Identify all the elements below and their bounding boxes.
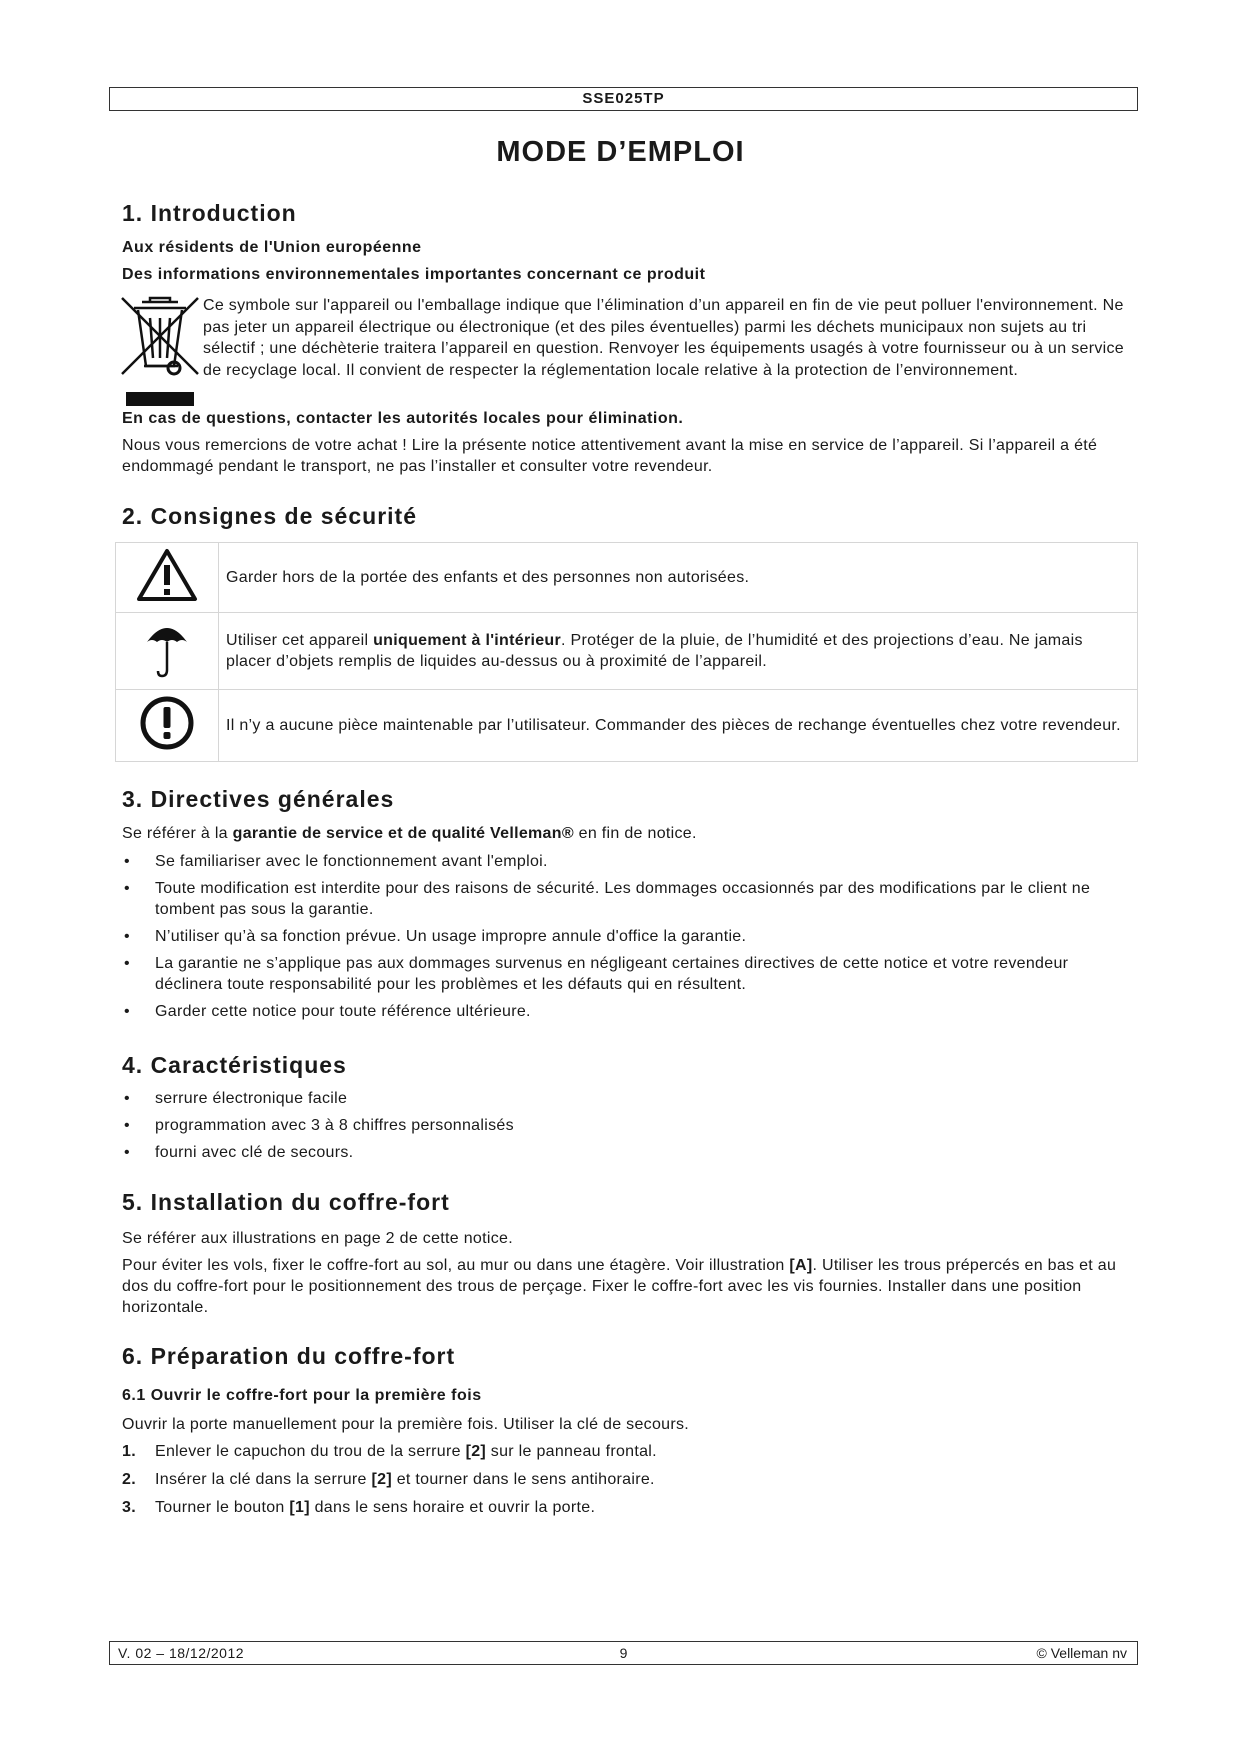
header-model: SSE025TP — [109, 87, 1138, 111]
safety-indoor-text: Utiliser cet appareil uniquement à l'intérieur. Protéger de la pluie, de l’humidité et des projections d’eau. Ne jamais placer d’objets remplis de liquides au-dessus ou à proximité de l’appareil. — [219, 613, 1138, 690]
section-1-sub-eu: Aux résidents de l'Union européenne — [122, 239, 422, 256]
exclamation-circle-icon — [139, 695, 195, 751]
features-list — [122, 1088, 1132, 1169]
list-item: • N’utiliser qu’à sa fonction prévue. Un usage impropre annule d'office la garantie. — [124, 928, 747, 945]
section-4-heading: 4. Caractéristiques — [122, 1052, 347, 1078]
footer-page-number: 9 — [619, 1645, 628, 1661]
section-6-1-sub: 6.1 Ouvrir le coffre-fort pour la première fois — [122, 1387, 482, 1404]
steps-list — [122, 1441, 1132, 1525]
list-item: • programmation avec 3 à 8 chiffres personnalisés — [124, 1117, 514, 1134]
safety-maintenance-text: Il n’y a aucune pièce maintenable par l’utilisateur. Commander des pièces de rechange éventuelles chez votre revendeur. — [219, 690, 1138, 762]
section-1-paragraph: Nous vous remercions de votre achat ! Lire la présente notice attentivement avant la mise en service de l’appareil. Si l’appareil a été endommagé pendant le transport, ne pas l’installer et consulter votre revendeur. — [122, 437, 1098, 475]
safety-table — [115, 542, 1138, 762]
list-item: 1. Enlever le capuchon du trou de la serrure [2] sur le panneau frontal. — [122, 1443, 657, 1460]
safety-row — [116, 613, 1138, 690]
section-6-p1: Ouvrir la porte manuellement pour la première fois. Utiliser la clé de secours. — [122, 1416, 690, 1433]
section-1-heading: 1. Introduction — [122, 200, 297, 226]
section-1-sub-questions: En cas de questions, contacter les autorités locales pour élimination. — [122, 410, 684, 427]
footer-copyright: © Velleman nv — [1036, 1645, 1127, 1661]
section-5-p2: Pour éviter les vols, fixer le coffre-fort au sol, au mur ou dans une étagère. Voir illustration [A]. Utiliser les trous prépercés en bas et au dos du coffre-fort pour le positionnement des trous de perçage. Fixer le coffre-fort avec les vis fournies. Installer dans une position horizontale. — [122, 1257, 1117, 1316]
weee-notice: Ce symbole sur l'appareil ou l'emballage indique que l’élimination d’un appareil en fin de vie peut polluer l'environnement. Ne pas jeter un appareil électrique ou électronique (et des piles éventuelles) parmi les déchets municipaux non sujets au tri sélectif ; une déchèterie traitera l’appareil en question. Renvoyer les équipements usagés à votre fournisseur ou à un service de recyclage local. Il convient de respecter la réglementation locale relative à la protection de l’environnement. — [203, 297, 1124, 379]
footer — [109, 1641, 1138, 1665]
warning-triangle-icon — [135, 547, 199, 603]
weee-bin-icon — [120, 296, 200, 408]
section-2-heading: 2. Consignes de sécurité — [122, 503, 417, 529]
section-3-heading: 3. Directives générales — [122, 786, 395, 812]
list-item: 3. Tourner le bouton [1] dans le sens horaire et ouvrir la porte. — [122, 1499, 596, 1516]
list-item: • Garder cette notice pour toute référence ultérieure. — [124, 1003, 531, 1020]
safety-row — [116, 690, 1138, 762]
list-item: • La garantie ne s’applique pas aux dommages survenus en négligeant certaines directives de cette notice et votre revendeur déclinera toute responsabilité pour les problèmes et les défauts qui en résultent. — [124, 955, 1069, 993]
general-directives-list — [122, 851, 1132, 1028]
list-item: • Toute modification est interdite pour des raisons de sécurité. Les dommages occasionnés par des modifications par le client ne tombent pas sous la garantie. — [124, 880, 1091, 918]
section-5-p1: Se référer aux illustrations en page 2 de cette notice. — [122, 1230, 513, 1247]
section-1-sub-env: Des informations environnementales importantes concernant ce produit — [122, 266, 706, 283]
list-item: • fourni avec clé de secours. — [124, 1144, 354, 1161]
section-3-intro: Se référer à la garantie de service et de qualité Velleman® en fin de notice. — [122, 825, 697, 842]
umbrella-icon — [145, 620, 189, 678]
section-5-heading: 5. Installation du coffre-fort — [122, 1189, 450, 1215]
list-item: • serrure électronique facile — [124, 1090, 348, 1107]
footer-version: V. 02 – 18/12/2012 — [118, 1645, 245, 1661]
page-title: MODE D’EMPLOI — [496, 136, 745, 168]
safety-children-text: Garder hors de la portée des enfants et des personnes non autorisées. — [219, 543, 1138, 613]
list-item: 2. Insérer la clé dans la serrure [2] et tourner dans le sens antihoraire. — [122, 1471, 655, 1488]
list-item: • Se familiariser avec le fonctionnement avant l'emploi. — [124, 853, 548, 870]
safety-row — [116, 543, 1138, 613]
section-6-heading: 6. Préparation du coffre-fort — [122, 1343, 456, 1369]
